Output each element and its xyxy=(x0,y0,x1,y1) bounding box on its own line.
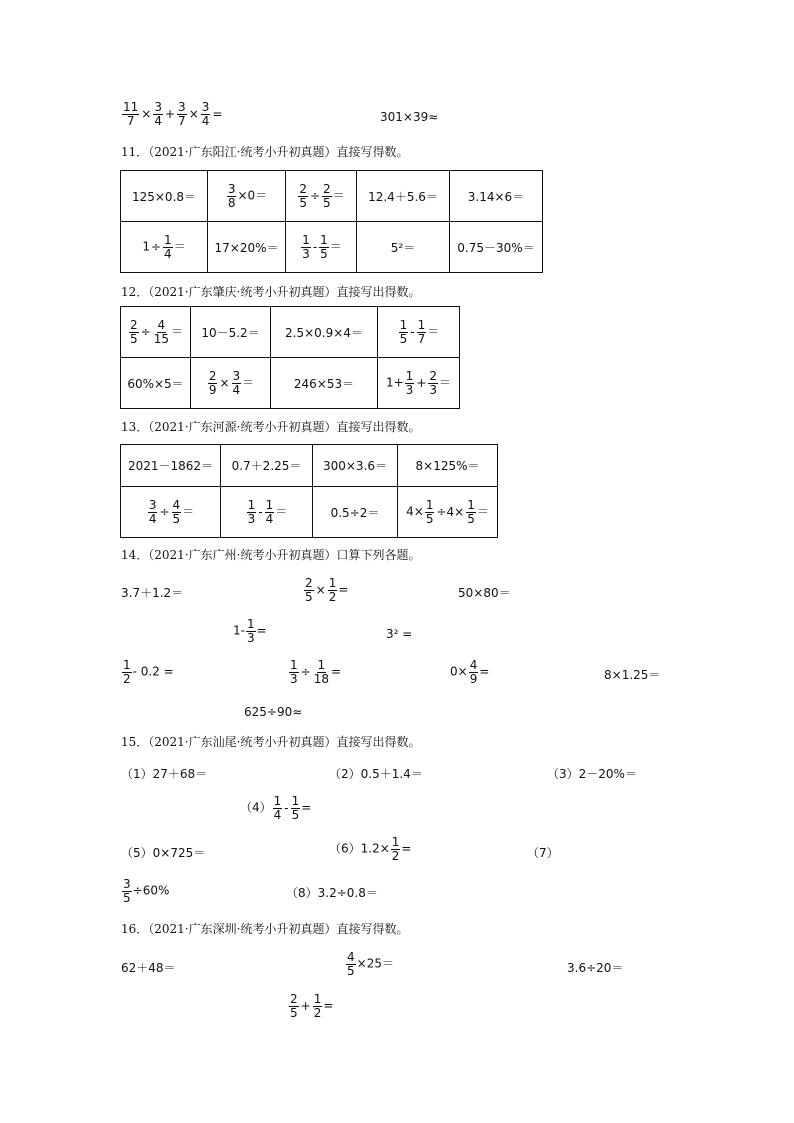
q11-cell: 3.14×6＝ xyxy=(450,171,543,222)
tail: = xyxy=(479,664,490,679)
q14-item-8 xyxy=(450,659,489,685)
denominator: 5 xyxy=(299,195,307,210)
numerator: 1 xyxy=(247,497,256,512)
q13-cell xyxy=(398,487,498,538)
q11-cell xyxy=(286,171,357,222)
denominator: 2 xyxy=(391,848,400,863)
lead: 4× xyxy=(406,504,424,519)
tail: ＝ xyxy=(182,504,195,519)
numerator: 4 xyxy=(157,317,166,332)
q15-item-2: （2）0.5＋1.4＝ xyxy=(329,767,423,781)
lead: 1 xyxy=(142,239,150,254)
numerator: 1 xyxy=(273,794,282,808)
q12-cell: 246×53＝ xyxy=(271,358,378,409)
tail: = xyxy=(301,800,312,815)
numerator: 1 xyxy=(328,576,337,590)
tail: ＝ xyxy=(439,375,452,390)
denominator: 4 xyxy=(154,113,162,128)
question-15-header: 15．（2021·广东汕尾·统考小升初真题）直接写出得数。 xyxy=(121,735,421,749)
denominator: 5 xyxy=(320,246,328,261)
top-expression-1 xyxy=(121,101,223,127)
tail: = xyxy=(401,841,412,856)
denominator: 5 xyxy=(123,890,131,905)
q13-cell xyxy=(121,487,221,538)
tail: ÷60% xyxy=(132,883,170,898)
tail: ＝ xyxy=(427,324,440,339)
denominator: 4 xyxy=(265,511,274,526)
denominator: 5 xyxy=(347,963,355,978)
denominator: 18 xyxy=(313,671,329,686)
q12-table xyxy=(120,306,460,409)
q11-cell: 5²＝ xyxy=(357,222,450,273)
q13-cell: 0.5÷2＝ xyxy=(313,487,398,538)
denominator: 5 xyxy=(290,1005,298,1020)
numerator: 1 xyxy=(467,497,475,512)
denominator: 2 xyxy=(123,671,131,686)
question-12-header: 12．（2021·广东肇庆·统考小升初真题）直接写出得数。 xyxy=(121,285,421,299)
numerator: 3 xyxy=(123,877,131,891)
operator: - xyxy=(258,504,263,519)
denominator: 4 xyxy=(273,807,282,822)
q13-cell xyxy=(221,487,313,538)
tail: ＝ xyxy=(332,188,345,203)
denominator: 15 xyxy=(153,331,169,346)
denominator: 3 xyxy=(247,511,256,526)
q15-item-6 xyxy=(329,836,411,862)
tail: ＝ xyxy=(275,504,288,519)
denominator: 7 xyxy=(417,331,426,346)
denominator: 5 xyxy=(323,195,331,210)
question-16-header: 16．（2021·广东深圳·统考小升初真题）直接写得数。 xyxy=(121,922,409,936)
q15-item-4 xyxy=(240,795,311,821)
q11-cell: 12.4＋5.6＝ xyxy=(357,171,450,222)
numerator: 1 xyxy=(313,992,322,1006)
denominator: 5 xyxy=(425,511,434,526)
numerator: 11 xyxy=(123,100,139,114)
numerator: 2 xyxy=(130,317,138,332)
question-11-header: 11．（2021·广东阳江·统考小升初真题）直接写得数。 xyxy=(121,145,409,159)
q11-cell xyxy=(121,222,208,273)
numerator: 1 xyxy=(302,232,310,247)
operator: × xyxy=(188,106,199,121)
numerator: 1 xyxy=(425,497,434,512)
q12-cell xyxy=(191,358,271,409)
tail: ＝ xyxy=(170,324,183,339)
numerator: 1 xyxy=(291,794,300,808)
q15-item-7: （7） xyxy=(527,846,559,860)
q15-item-3: （3）2－20%＝ xyxy=(547,767,637,781)
operator: ÷ xyxy=(140,324,151,339)
operator: × xyxy=(141,106,152,121)
denominator: 2 xyxy=(313,1005,322,1020)
denominator: 7 xyxy=(126,113,135,128)
operator: ÷ xyxy=(159,504,170,519)
q14-item-5: 3² = xyxy=(386,627,413,641)
denominator: 5 xyxy=(305,589,313,604)
denominator: 5 xyxy=(467,511,475,526)
denominator: 9 xyxy=(469,671,478,686)
q12-cell: 2.5×0.9×4＝ xyxy=(271,307,378,358)
denominator: 4 xyxy=(148,511,157,526)
numerator: 1 xyxy=(123,658,131,672)
q16-item-3: 3.6÷20＝ xyxy=(567,961,624,975)
operator: + xyxy=(416,375,427,390)
q14-item-2 xyxy=(303,577,348,603)
numerator: 2 xyxy=(429,368,438,383)
q14-item-7 xyxy=(288,659,341,685)
lead: （6）1.2× xyxy=(329,841,390,856)
q12-cell xyxy=(378,307,460,358)
denominator: 4 xyxy=(201,113,210,128)
numerator: 4 xyxy=(469,658,478,672)
q11-cell: 0.75－30%＝ xyxy=(450,222,543,273)
operator: × xyxy=(315,582,326,597)
q14-item-1: 3.7＋1.2＝ xyxy=(121,586,184,600)
numerator: 3 xyxy=(232,368,241,383)
numerator: 2 xyxy=(208,368,217,383)
numerator: 4 xyxy=(347,950,355,964)
q16-item-4 xyxy=(288,993,333,1019)
q15-item-9: （8）3.2÷0.8＝ xyxy=(286,886,378,900)
tail: ＝ xyxy=(173,239,186,254)
numerator: 3 xyxy=(148,497,157,512)
q11-cell xyxy=(208,171,286,222)
q13-cell: 2021－1862＝ xyxy=(121,445,221,487)
numerator: 2 xyxy=(299,181,307,196)
denominator: 5 xyxy=(291,807,300,822)
q11-cell xyxy=(286,222,357,273)
numerator: 1 xyxy=(417,317,426,332)
denominator: 5 xyxy=(399,331,408,346)
denominator: 3 xyxy=(405,382,414,397)
operator: ÷ xyxy=(300,664,311,679)
lead: 0× xyxy=(450,664,468,679)
denominator: 4 xyxy=(232,382,241,397)
operator: - xyxy=(410,324,415,339)
operator: ÷ xyxy=(309,188,321,203)
numerator: 3 xyxy=(178,100,186,114)
denominator: 3 xyxy=(246,630,255,645)
lead: （4） xyxy=(240,800,272,815)
numerator: 1 xyxy=(290,658,298,672)
q15-item-8 xyxy=(121,878,169,904)
denominator: 7 xyxy=(178,113,186,128)
question-14-header: 14．（2021·广东广州·统考小升初真题）口算下列各题。 xyxy=(121,548,421,562)
denominator: 3 xyxy=(429,382,438,397)
q14-item-6 xyxy=(121,659,174,685)
operator: ÷ xyxy=(150,239,162,254)
operator: + xyxy=(164,106,176,121)
tail: ＝ xyxy=(476,504,489,519)
numerator: 1 xyxy=(246,617,255,631)
operator: - xyxy=(284,800,289,815)
operator: ÷4× xyxy=(436,504,465,519)
tail: ＝ xyxy=(329,239,342,254)
numerator: 4 xyxy=(172,497,181,512)
q15-item-1: （1）27＋68＝ xyxy=(121,767,208,781)
q14-item-4 xyxy=(233,618,267,644)
numerator: 3 xyxy=(227,181,236,196)
operator: + xyxy=(300,998,311,1013)
q14-item-9: 8×1.25＝ xyxy=(604,668,661,682)
numerator: 1 xyxy=(405,368,414,383)
denominator: 9 xyxy=(208,382,217,397)
numerator: 3 xyxy=(201,100,210,114)
numerator: 1 xyxy=(317,658,326,672)
q14-item-10: 625÷90≈ xyxy=(244,705,303,719)
top-expression-2: 301×39≈ xyxy=(380,110,439,124)
tail: ＝ xyxy=(242,375,255,390)
q13-cell: 300×3.6＝ xyxy=(313,445,398,487)
q12-cell: 10－5.2＝ xyxy=(191,307,271,358)
denominator: 3 xyxy=(302,246,310,261)
equals: = xyxy=(212,106,223,121)
question-13-header: 13．（2021·广东河源·统考小升初真题）直接写出得数。 xyxy=(121,420,421,434)
denominator: 8 xyxy=(227,195,236,210)
numerator: 2 xyxy=(323,181,331,196)
denominator: 4 xyxy=(164,246,172,261)
numerator: 3 xyxy=(154,100,162,114)
tail: = xyxy=(323,998,334,1013)
q11-cell: 125×0.8＝ xyxy=(121,171,208,222)
lead: 1- xyxy=(233,623,245,638)
denominator: 2 xyxy=(328,589,337,604)
q11-table xyxy=(120,170,543,273)
tail: - 0.2 = xyxy=(132,664,174,679)
numerator: 1 xyxy=(320,232,328,247)
numerator: 1 xyxy=(265,497,274,512)
numerator: 1 xyxy=(391,835,400,849)
denominator: 5 xyxy=(172,511,181,526)
lead: 1+ xyxy=(385,375,404,390)
tail: = xyxy=(256,623,267,638)
q13-cell: 0.7＋2.25＝ xyxy=(221,445,313,487)
q12-cell: 60%×5＝ xyxy=(121,358,191,409)
denominator: 3 xyxy=(290,671,298,686)
q13-cell: 8×125%＝ xyxy=(398,445,498,487)
q16-item-2 xyxy=(345,951,394,977)
q14-item-3: 50×80＝ xyxy=(458,586,511,600)
tail: = xyxy=(338,582,349,597)
numerator: 1 xyxy=(399,317,408,332)
numerator: 2 xyxy=(305,576,313,590)
q16-item-1: 62＋48＝ xyxy=(121,961,176,975)
numerator: 1 xyxy=(164,232,172,247)
q12-cell xyxy=(121,307,191,358)
q11-cell: 17×20%＝ xyxy=(208,222,286,273)
tail: = xyxy=(330,664,342,679)
q13-table xyxy=(120,444,498,538)
numerator: 2 xyxy=(290,992,298,1006)
operator: × xyxy=(219,375,230,390)
tail: ×0＝ xyxy=(237,188,268,203)
tail: ×25＝ xyxy=(356,956,394,971)
q12-cell xyxy=(378,358,460,409)
denominator: 5 xyxy=(130,331,138,346)
q15-item-5: （5）0×725＝ xyxy=(121,846,206,860)
operator: - xyxy=(312,239,318,254)
